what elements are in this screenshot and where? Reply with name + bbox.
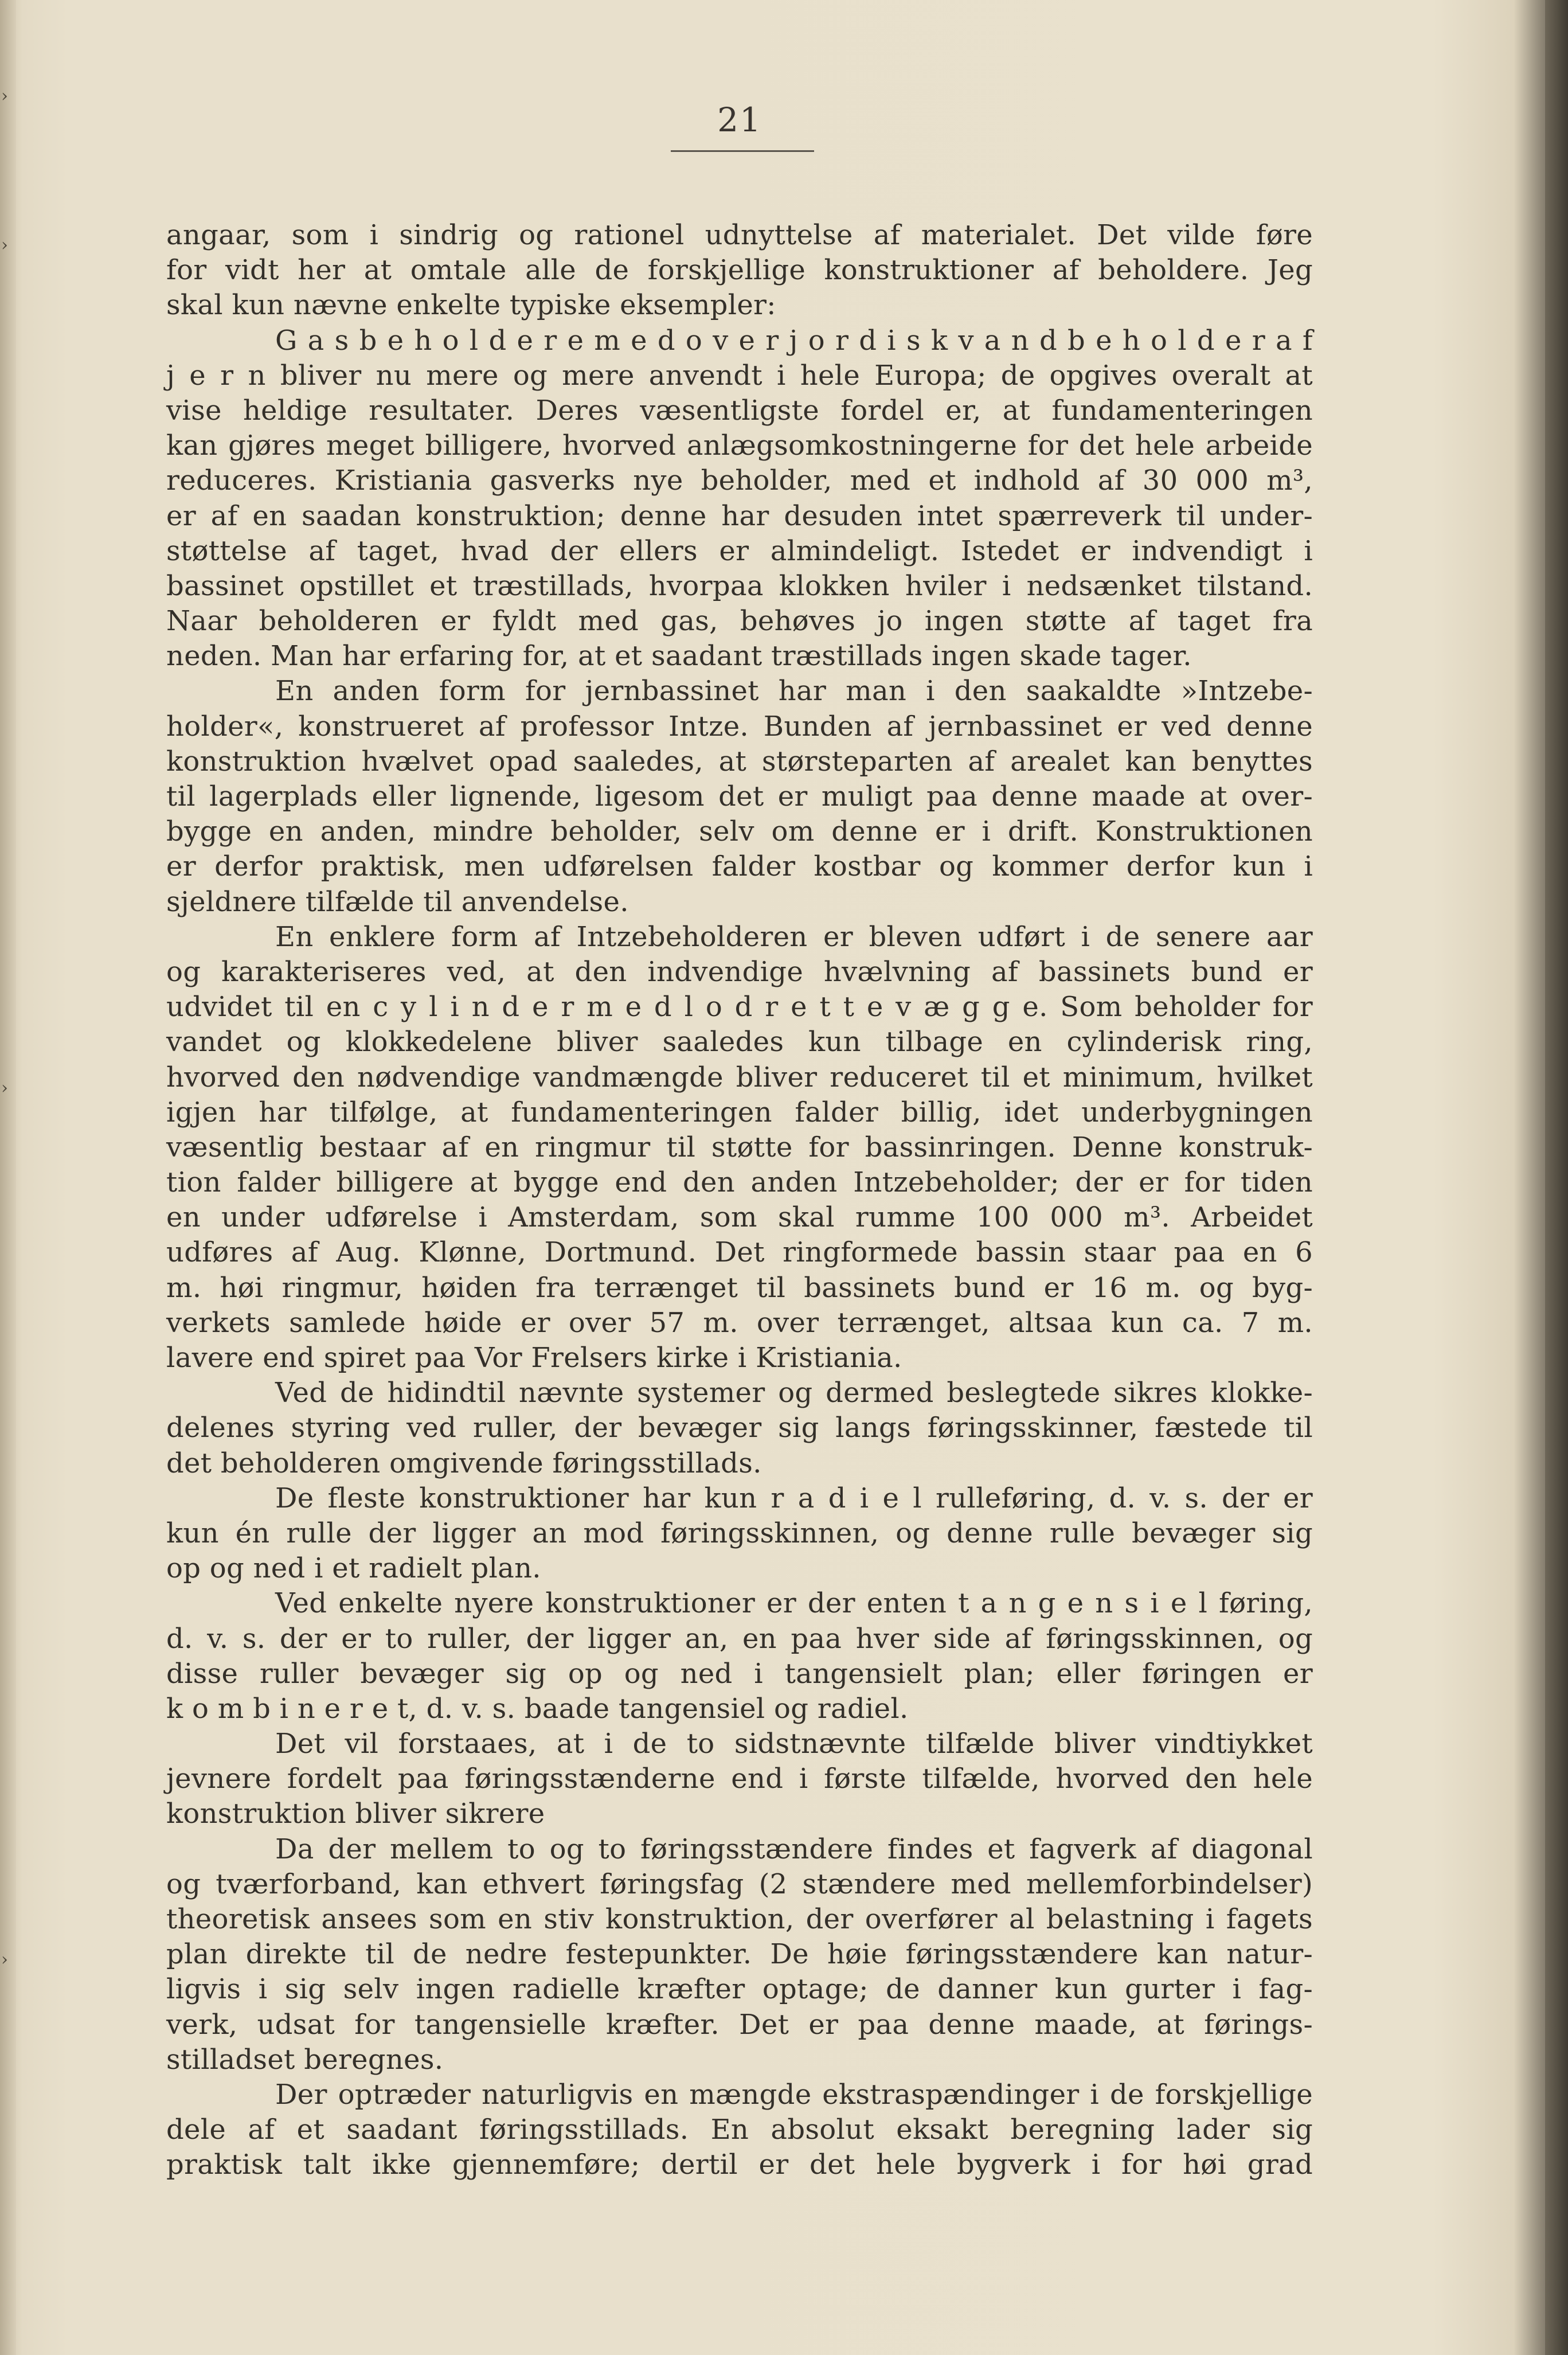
text-line: konstruktion bliver sikrere [166, 1798, 545, 1830]
text-line: hvorved den nødvendige vandmængde bliver reduceret til et minimum, hvilket [166, 1061, 1313, 1093]
text-line: det beholderen omgivende føringsstillads. [166, 1447, 762, 1479]
text-line: Ved de hidindtil nævnte systemer og dermed beslegtede sikres klokke- [275, 1377, 1313, 1409]
text-line: vandet og klokkedelene bliver saaledes kun tilbage en cylinderisk ring, [166, 1026, 1313, 1059]
text-line: bygge en anden, mindre beholder, selv om denne er i drift. Konstruktionen [166, 815, 1313, 848]
text-line: neden. Man har erfaring for, at et saadant træstillads ingen skade tager. [166, 640, 1192, 673]
text-line: udføres af Aug. Klønne, Dortmund. Det ringformede bassin staar paa en 6 [166, 1236, 1313, 1269]
text-line: G a s b e h o l d e r e m e d o v e r j o r d i s k v a n d b e h o l d e r a f [275, 324, 1313, 357]
text-line: Naar beholderen er fyldt med gas, behøves jo ingen støtte af taget fra [166, 605, 1313, 638]
text-line: theoretisk ansees som en stiv konstruktion, der overfører al belastning i fagets [166, 1903, 1313, 1935]
text-line: en under udførelse i Amsterdam, som skal rumme 100 000 m³. Arbeidet [166, 1201, 1313, 1234]
text-line: bassinet opstillet et træstillads, hvorpaa klokken hviler i nedsænket tilstand. [166, 569, 1313, 602]
text-line: tion falder billigere at bygge end den anden Intzebeholder; der er for tiden [166, 1166, 1313, 1199]
text-line: d. v. s. der er to ruller, der ligger an, en paa hver side af føringsskinnen, og [166, 1622, 1313, 1655]
text-line: En anden form for jernbassinet har man i den saakaldte »Intzebe- [275, 675, 1313, 708]
text-line: vise heldige resultater. Deres væsentligste fordel er, at fundamenteringen [166, 394, 1313, 427]
text-line: kun én rulle der ligger an mod føringsskinnen, og denne rulle bevæger sig [166, 1517, 1313, 1549]
text-line: støttelse af taget, hvad der ellers er almindeligt. Istedet er indvendigt i [166, 534, 1313, 567]
text-line: skal kun nævne enkelte typiske eksempler: [166, 289, 776, 322]
text-line: udvidet til en c y l i n d e r m e d l o d r e t t e v æ g g e. Som beholder for [166, 991, 1313, 1024]
text-line: delenes styring ved ruller, der bevæger sig langs føringsskinner, fæstede til [166, 1412, 1313, 1444]
text-line: kan gjøres meget billigere, hvorved anlægsomkostningerne for det hele arbeide [166, 429, 1313, 462]
header-rule [671, 150, 814, 152]
text-line: plan direkte til de nedre festepunkter. De høie føringsstændere kan natur- [166, 1938, 1313, 1971]
text-line: op og ned i et radielt plan. [166, 1552, 541, 1585]
text-line: j e r n bliver nu mere og mere anvendt i hele Europa; de opgives overalt at [166, 359, 1313, 392]
body-text [166, 218, 1313, 2183]
text-line: er af en saadan konstruktion; denne har desuden intet spærreverk til under- [166, 499, 1313, 532]
text-line: væsentlig bestaar af en ringmur til støtte for bassinringen. Denne konstruk- [166, 1131, 1313, 1163]
text-line: holder«, konstrueret af professor Intze. Bunden af jernbassinet er ved denne [166, 710, 1313, 743]
text-line: angaar, som i sindrig og rationel udnyttelse af materialet. Det vilde føre [166, 219, 1313, 251]
text-line: dele af et saadant føringsstillads. En absolut eksakt beregning lader sig [166, 2114, 1313, 2146]
binding-mark: › [1, 1950, 8, 1970]
text-line: De fleste konstruktioner har kun r a d i e l rulleføring, d. v. s. der er [275, 1482, 1313, 1514]
text-line: Da der mellem to og to føringsstændere findes et fagverk af diagonal [275, 1833, 1313, 1865]
text-line: sjeldnere tilfælde til anvendelse. [166, 885, 629, 918]
text-line: reduceres. Kristiania gasverks nye beholder, med et indhold af 30 000 m³, [166, 464, 1313, 497]
binding-mark: › [1, 235, 8, 255]
text-line: og karakteriseres ved, at den indvendige hvælvning af bassinets bund er [166, 955, 1313, 988]
binding-mark: › [1, 1078, 8, 1098]
text-line: igjen har tilfølge, at fundamenteringen falder billig, idet underbygningen [166, 1096, 1313, 1128]
text-line: er derfor praktisk, men udførelsen falder kostbar og kommer derfor kun i [166, 850, 1313, 883]
text-line: Det vil forstaaes, at i de to sidstnævnte tilfælde bliver vindtiykket [275, 1728, 1313, 1760]
text-line: lavere end spiret paa Vor Frelsers kirke i Kristiania. [166, 1342, 902, 1374]
text-line: verkets samlede høide er over 57 m. over terrænget, altsaa kun ca. 7 m. [166, 1306, 1313, 1339]
text-line: m. høi ringmur, høiden fra terrænget til bassinets bund er 16 m. og byg- [166, 1271, 1313, 1304]
binding-gutter [0, 0, 16, 2355]
text-line: Ved enkelte nyere konstruktioner er der enten t a n g e n s i e l føring, [275, 1587, 1313, 1620]
text-line: praktisk talt ikke gjennemføre; dertil er det hele bygverk i for høi grad [166, 2149, 1313, 2181]
binding-mark: › [1, 86, 8, 106]
text-line: til lagerplads eller lignende, ligesom det er muligt paa denne maade at over- [166, 780, 1313, 813]
text-line: ligvis i sig selv ingen radielle kræfter optage; de danner kun gurter i fag- [166, 1973, 1313, 2006]
text-line: og tværforband, kan ethvert føringsfag (2 stændere med mellemforbindelser) [166, 1868, 1313, 1900]
text-line: stilladset beregnes. [166, 2043, 444, 2076]
text-line: disse ruller bevæger sig op og ned i tangensielt plan; eller føringen er [166, 1657, 1313, 1690]
text-line: Der optræder naturligvis en mængde ekstraspændinger i de forskjellige [275, 2078, 1313, 2111]
text-line: verk, udsat for tangensielle kræfter. Det er paa denne maade, at førings- [166, 2008, 1313, 2041]
text-line: konstruktion hvælvet opad saaledes, at størsteparten af arealet kan benyttes [166, 745, 1313, 778]
text-line: En enklere form af Intzebeholderen er bleven udført i de senere aar [275, 920, 1313, 953]
page-number: 21 [717, 100, 762, 139]
page-edge-shadow [1545, 0, 1568, 2355]
text-line: k o m b i n e r e t, d. v. s. baade tangensiel og radiel. [166, 1692, 909, 1725]
text-line: for vidt her at omtale alle de forskjellige konstruktioner af beholdere. Jeg [166, 254, 1313, 287]
text-line: jevnere fordelt paa føringsstænderne end i første tilfælde, hvorved den hele [166, 1763, 1313, 1795]
